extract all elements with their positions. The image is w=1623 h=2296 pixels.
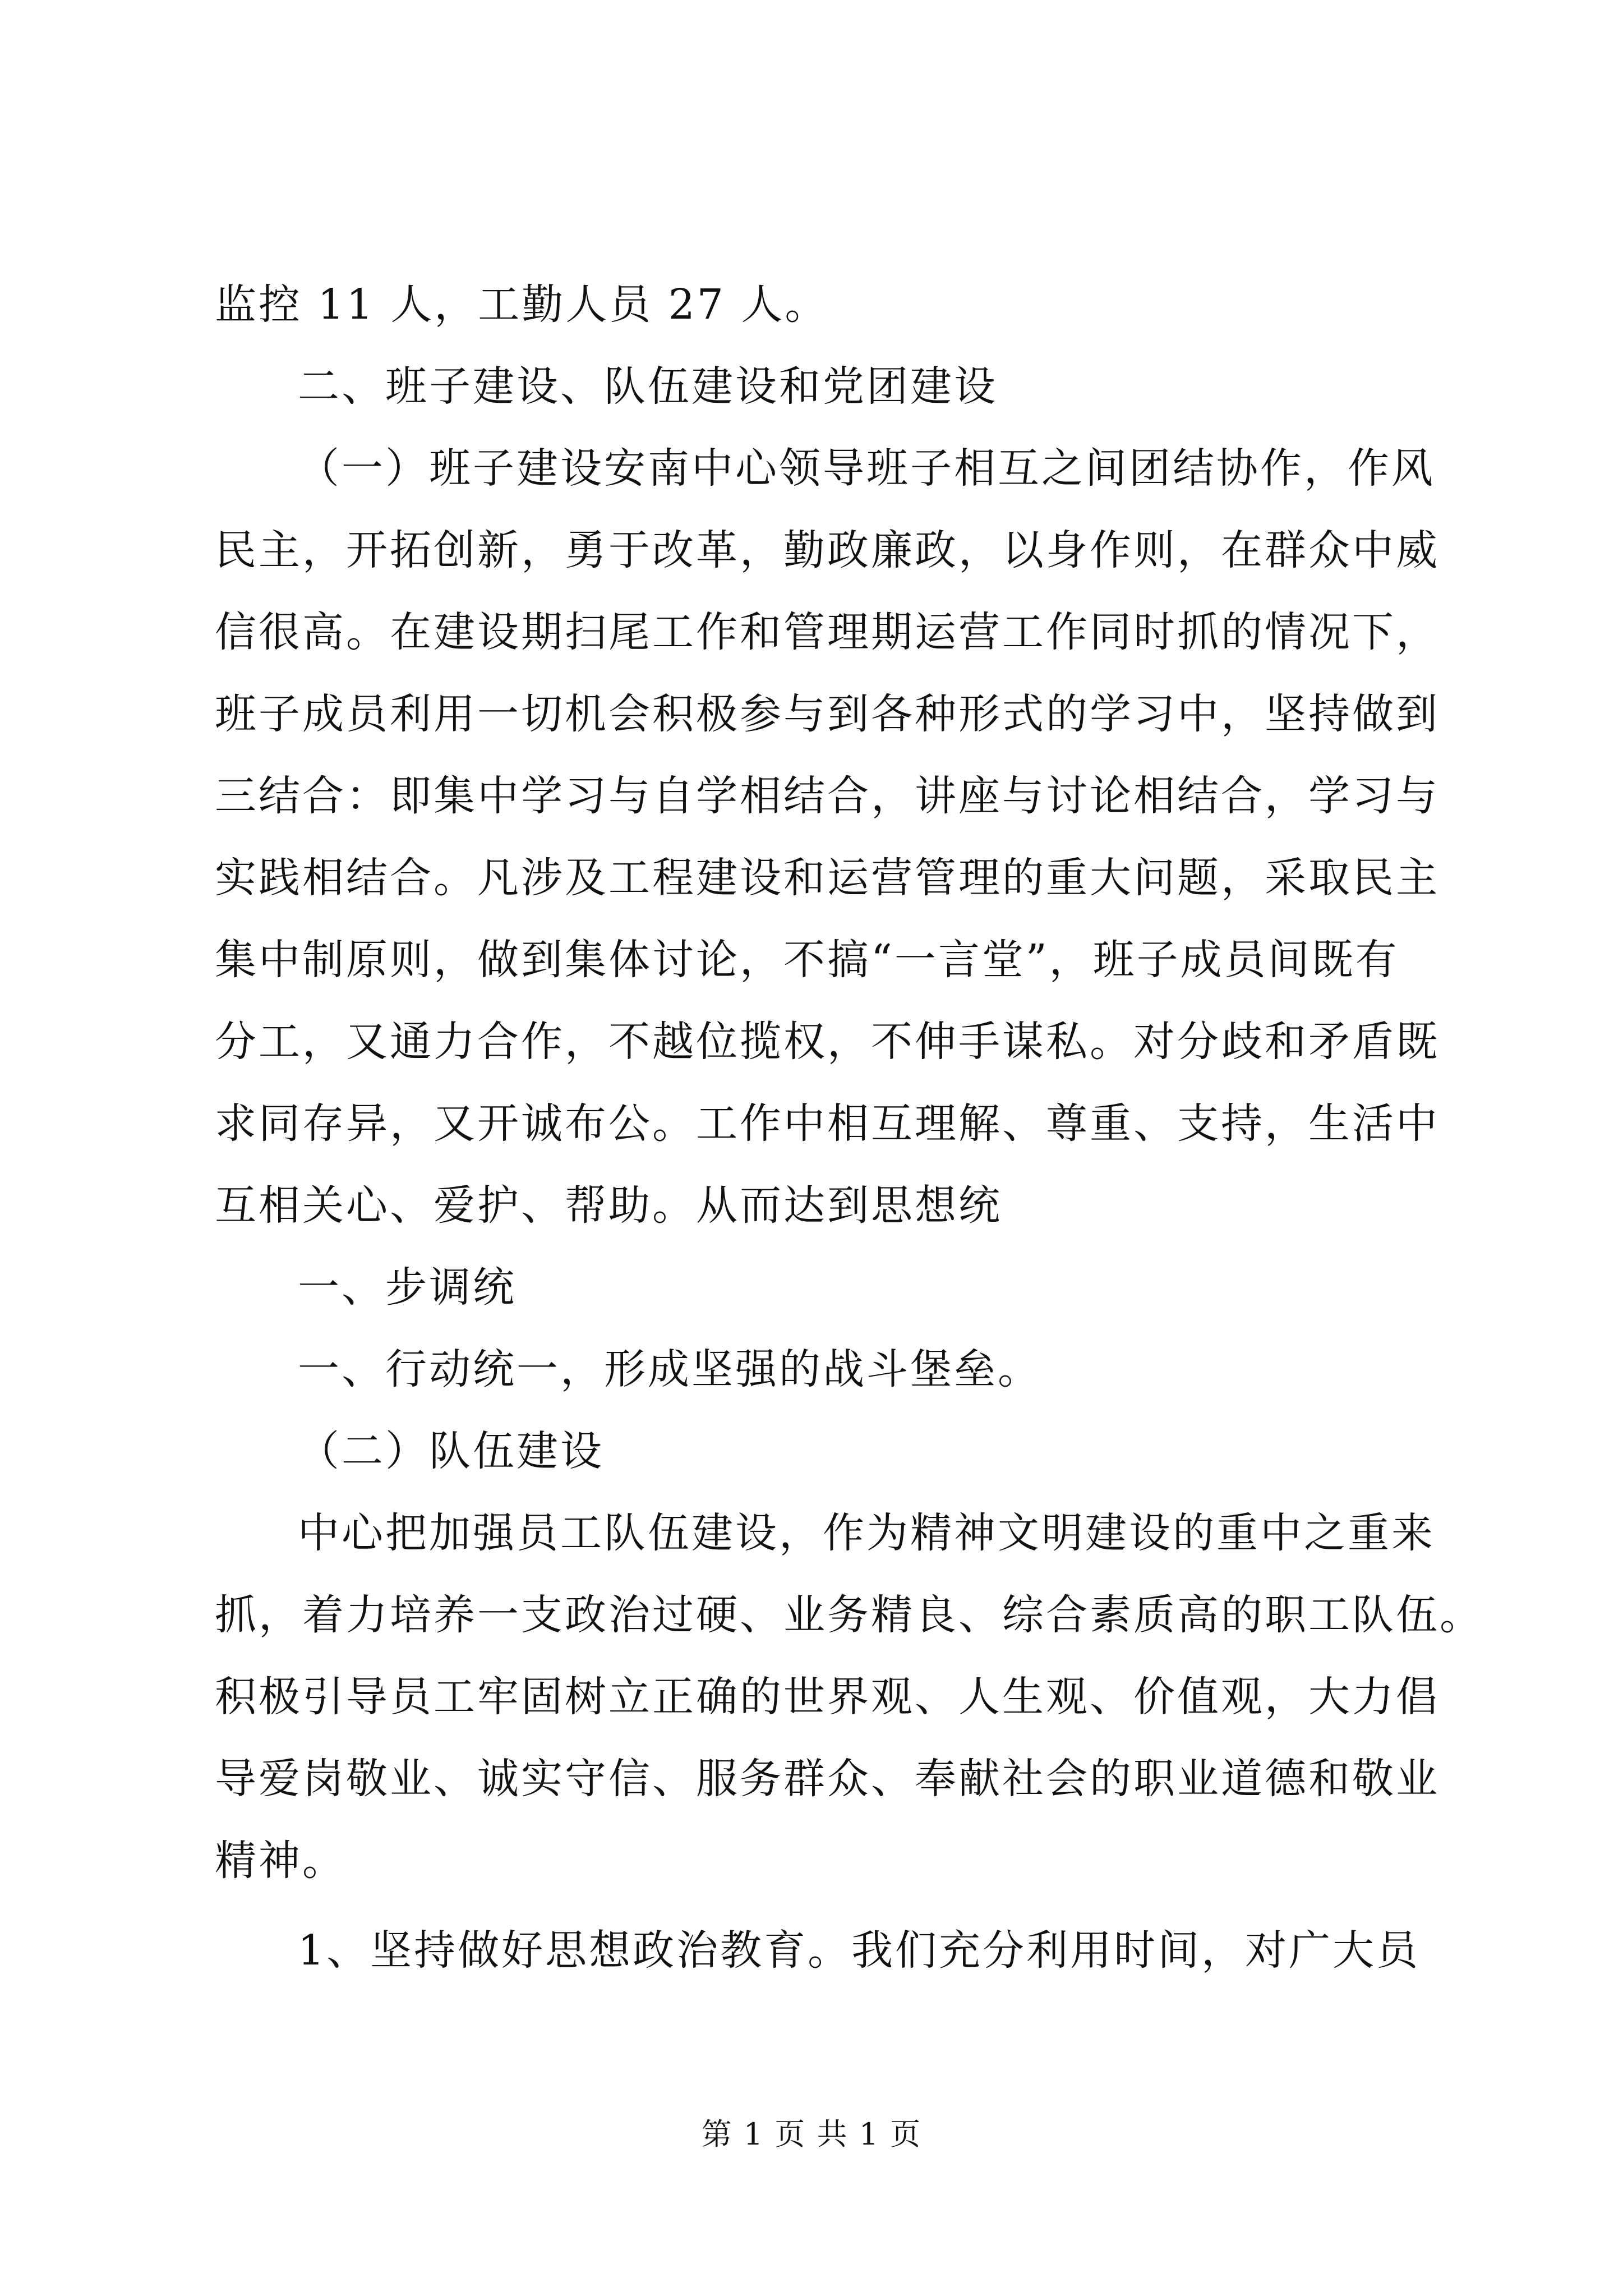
page-footer: 第 1 页 共 1 页 <box>701 2116 922 2152</box>
document-body <box>215 264 1483 1991</box>
text-line-4: 民主，开拓创新，勇于改革，勤政廉政，以身作则，在群众中威 <box>215 526 1440 574</box>
text-line-1: 监控 11 人，工勤人员 27 人。 <box>215 280 829 329</box>
text-line-9: 集中制原则，做到集体讨论，不搞“一言堂”，班子成员间既有 <box>215 936 1399 984</box>
text-line-13: 一、步调统 <box>298 1263 517 1312</box>
text-line-19: 导爱岗敬业、诚实守信、服务群众、奉献社会的职业道德和敬业 <box>215 1755 1440 1803</box>
text-line-3: （一）班子建设安南中心领导班子相互之间团结协作，作风 <box>298 444 1435 493</box>
text-line-6: 班子成员利用一切机会积极参与到各种形式的学习中，坚持做到 <box>215 690 1440 738</box>
text-line-11: 求同存异，又开诚布公。工作中相互理解、尊重、支持，生活中 <box>215 1099 1440 1148</box>
text-line-16: 中心把加强员工队伍建设，作为精神文明建设的重中之重来 <box>298 1509 1435 1557</box>
text-line-10: 分工，又通力合作，不越位揽权，不伸手谋私。对分歧和矛盾既 <box>215 1018 1440 1066</box>
text-line-14: 一、行动统一，形成坚强的战斗堡垒。 <box>298 1345 1041 1393</box>
text-line-5: 信很高。在建设期扫尾工作和管理期运营工作同时抓的情况下， <box>215 608 1440 656</box>
text-line-17: 抓，着力培养一支政治过硬、业务精良、综合素质高的职工队伍。 <box>215 1591 1483 1639</box>
text-line-20: 精神。 <box>215 1837 346 1885</box>
text-line-8: 实践相结合。凡涉及工程建设和运营管理的重大问题，采取民主 <box>215 854 1440 902</box>
text-line-7: 三结合：即集中学习与自学相结合，讲座与讨论相结合，学习与 <box>215 772 1440 820</box>
text-line-21: 1、坚持做好思想政治教育。我们充分利用时间，对广大员 <box>298 1926 1421 1975</box>
text-line-2: 二、班子建设、队伍建设和党团建设 <box>298 362 998 411</box>
text-line-15: （二）队伍建设 <box>298 1427 604 1475</box>
text-line-12: 互相关心、爱护、帮助。从而达到思想统 <box>215 1181 1002 1230</box>
text-line-18: 积极引导员工牢固树立正确的世界观、人生观、价值观，大力倡 <box>215 1673 1440 1721</box>
